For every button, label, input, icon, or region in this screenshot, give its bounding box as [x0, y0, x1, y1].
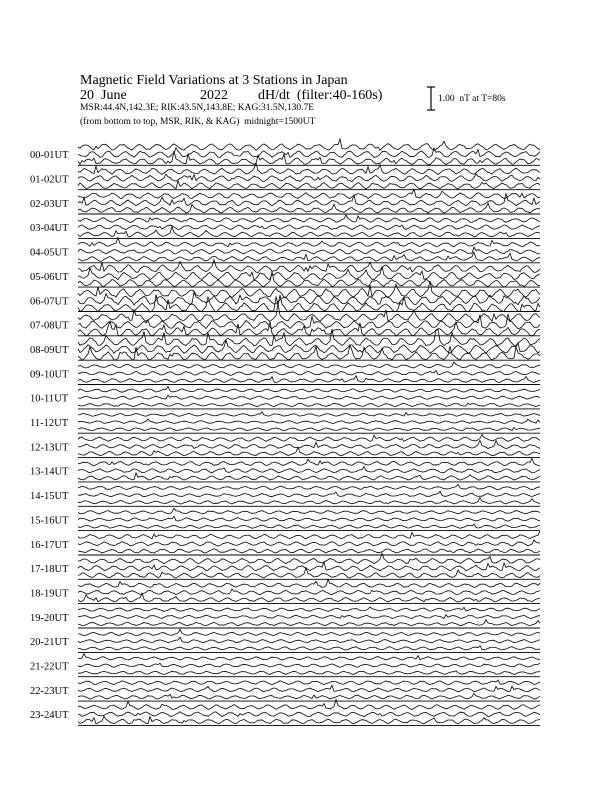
- hour-label: 23-24UT: [30, 710, 69, 722]
- trace-rik: [78, 663, 540, 667]
- trace-msr: [78, 549, 540, 553]
- trace-rik: [78, 589, 540, 595]
- hour-label: 21-22UT: [30, 661, 69, 673]
- trace-rik: [78, 340, 540, 353]
- trace-rik: [78, 225, 540, 230]
- trace-msr: [78, 646, 540, 650]
- trace-kag: [78, 629, 540, 635]
- trace-msr: [78, 345, 540, 360]
- trace-rik: [78, 293, 540, 305]
- trace-kag: [78, 434, 540, 441]
- trace-kag: [78, 260, 540, 273]
- trace-rik: [78, 371, 540, 376]
- trace-kag: [78, 215, 540, 223]
- trace-kag: [78, 163, 540, 175]
- trace-rik: [78, 712, 540, 717]
- hour-label: 18-19UT: [30, 588, 69, 600]
- trace-rik: [78, 247, 540, 254]
- hour-label: 01-02UT: [30, 174, 69, 186]
- trace-kag: [78, 654, 540, 660]
- trace-msr: [78, 321, 540, 336]
- trace-rik: [78, 615, 540, 619]
- chart-component: dH/dt (filter:40-160s): [258, 88, 383, 103]
- trace-rik: [78, 637, 540, 643]
- chart-date: 20 June: [80, 88, 127, 103]
- hour-label: 08-09UT: [30, 344, 69, 356]
- hour-label: 02-03UT: [30, 198, 69, 210]
- trace-rik: [78, 395, 540, 399]
- hour-label: 00-01UT: [30, 150, 69, 162]
- trace-rik: [78, 419, 540, 423]
- chart-title: Magnetic Field Variations at 3 Stations in Japan: [80, 73, 348, 88]
- hour-label: 22-23UT: [30, 685, 69, 697]
- hour-label: 04-05UT: [30, 247, 69, 259]
- hour-label: 13-14UT: [30, 466, 69, 478]
- trace-rik: [78, 562, 540, 571]
- trace-kag: [78, 303, 540, 321]
- hour-label: 17-18UT: [30, 564, 69, 576]
- hour-label: 06-07UT: [30, 296, 69, 308]
- trace-msr: [78, 447, 540, 456]
- trace-kag: [78, 484, 540, 489]
- trace-kag: [78, 329, 540, 346]
- trace-msr: [78, 524, 540, 528]
- hour-label: 09-10UT: [30, 369, 69, 381]
- trace-msr: [78, 693, 540, 699]
- trace-msr: [78, 593, 540, 602]
- trace-kag: [78, 387, 540, 393]
- hour-label: 11-12UT: [30, 418, 69, 430]
- trace-kag: [78, 412, 540, 416]
- station-coordinates: MSR:44.4N,142.3E; RIK:43.5N,143.8E; KAG:31.5N,130.7E: [80, 103, 315, 113]
- trace-kag: [78, 458, 540, 465]
- hour-label: 16-17UT: [30, 539, 69, 551]
- trace-msr: [78, 376, 540, 383]
- trace-kag: [78, 281, 540, 298]
- trace-rik: [78, 685, 540, 692]
- scale-bar: [427, 87, 435, 110]
- scale-bar-label: 1.00 nT at T=80s: [438, 94, 506, 104]
- hour-label: 07-08UT: [30, 320, 69, 332]
- trace-msr: [78, 151, 540, 165]
- trace-rik: [78, 491, 540, 496]
- trace-rik: [78, 174, 540, 182]
- trace-kag: [78, 607, 540, 611]
- hour-label: 19-20UT: [30, 612, 69, 624]
- hour-label: 20-21UT: [30, 637, 69, 649]
- station-order-note: (from bottom to top, MSR, RIK, & KAG) midnight=1500UT: [80, 117, 316, 127]
- trace-msr: [78, 403, 540, 406]
- trace-rik: [78, 540, 540, 546]
- hour-label: 12-13UT: [30, 442, 69, 454]
- trace-msr: [78, 568, 540, 578]
- trace-kag: [78, 139, 540, 150]
- trace-msr: [78, 671, 540, 675]
- trace-msr: [78, 716, 540, 724]
- hour-label: 03-04UT: [30, 223, 69, 235]
- hour-label: 14-15UT: [30, 491, 69, 503]
- trace-msr: [78, 498, 540, 504]
- trace-kag: [78, 508, 540, 514]
- trace-rik: [78, 467, 540, 473]
- hour-label: 05-06UT: [30, 271, 69, 283]
- trace-msr: [78, 272, 540, 287]
- trace-msr: [78, 181, 540, 189]
- trace-kag: [78, 189, 540, 199]
- chart-year: 2022: [200, 88, 228, 103]
- trace-msr: [78, 427, 540, 430]
- trace-kag: [78, 680, 540, 685]
- trace-rik: [78, 516, 540, 521]
- trace-msr: [78, 473, 540, 480]
- trace-msr: [78, 252, 540, 261]
- hour-label: 15-16UT: [30, 515, 69, 527]
- hour-label: 10-11UT: [30, 393, 69, 405]
- trace-rik: [78, 441, 540, 449]
- trace-kag: [78, 580, 540, 588]
- trace-kag: [78, 531, 540, 539]
- trace-msr: [78, 620, 540, 626]
- trace-kag: [78, 362, 540, 368]
